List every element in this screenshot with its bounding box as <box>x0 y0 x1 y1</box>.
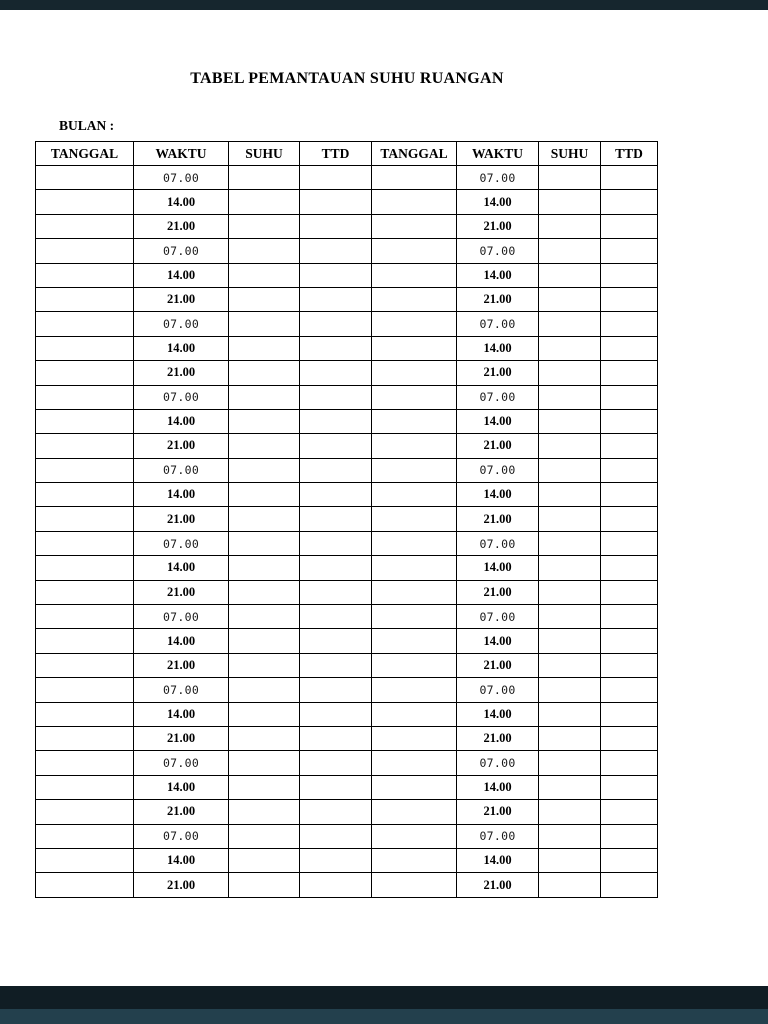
tanggal-cell <box>372 702 457 726</box>
tanggal-cell <box>36 190 134 214</box>
table-row <box>36 361 658 385</box>
waktu-cell: 21.00 <box>134 653 229 677</box>
suhu-cell <box>229 458 300 482</box>
ttd-cell <box>601 214 658 238</box>
suhu-cell <box>229 385 300 409</box>
waktu-cell: 21.00 <box>457 800 539 824</box>
ttd-cell <box>300 409 372 433</box>
waktu-cell: 21.00 <box>457 434 539 458</box>
ttd-cell <box>300 312 372 336</box>
ttd-cell <box>601 531 658 555</box>
header-tanggal-left: TANGGAL <box>36 142 134 166</box>
table-row <box>36 531 658 555</box>
tanggal-cell <box>36 287 134 311</box>
tanggal-cell <box>36 678 134 702</box>
ttd-cell <box>300 800 372 824</box>
waktu-cell: 07.00 <box>457 166 539 190</box>
suhu-cell <box>229 214 300 238</box>
suhu-cell <box>229 873 300 897</box>
header-row <box>36 142 658 166</box>
waktu-cell: 14.00 <box>457 336 539 360</box>
waktu-cell: 14.00 <box>134 848 229 872</box>
suhu-cell <box>229 605 300 629</box>
header-suhu-left: SUHU <box>229 142 300 166</box>
tanggal-cell <box>372 653 457 677</box>
table-row <box>36 873 658 897</box>
suhu-cell <box>229 287 300 311</box>
waktu-cell: 14.00 <box>134 702 229 726</box>
ttd-cell <box>300 507 372 531</box>
suhu-cell <box>539 580 601 604</box>
waktu-cell: 21.00 <box>134 580 229 604</box>
waktu-cell: 07.00 <box>134 312 229 336</box>
table-row <box>36 263 658 287</box>
tanggal-cell <box>372 361 457 385</box>
table-row <box>36 239 658 263</box>
ttd-cell <box>601 751 658 775</box>
tanggal-cell <box>372 800 457 824</box>
ttd-cell <box>601 507 658 531</box>
tanggal-cell <box>372 629 457 653</box>
waktu-cell: 21.00 <box>457 214 539 238</box>
suhu-cell <box>229 507 300 531</box>
ttd-cell <box>601 873 658 897</box>
tanggal-cell <box>36 531 134 555</box>
waktu-cell: 07.00 <box>457 458 539 482</box>
tanggal-cell <box>36 434 134 458</box>
tanggal-cell <box>36 214 134 238</box>
waktu-cell: 14.00 <box>457 775 539 799</box>
waktu-cell: 07.00 <box>457 312 539 336</box>
waktu-cell: 21.00 <box>457 287 539 311</box>
waktu-cell: 07.00 <box>134 751 229 775</box>
ttd-cell <box>300 531 372 555</box>
header-ttd-left: TTD <box>300 142 372 166</box>
ttd-cell <box>300 336 372 360</box>
waktu-cell: 07.00 <box>457 605 539 629</box>
table-row <box>36 483 658 507</box>
suhu-cell <box>539 483 601 507</box>
suhu-cell <box>539 287 601 311</box>
table-row <box>36 336 658 360</box>
tanggal-cell <box>36 458 134 482</box>
tanggal-cell <box>36 605 134 629</box>
waktu-cell: 07.00 <box>134 166 229 190</box>
suhu-cell <box>539 848 601 872</box>
ttd-cell <box>300 775 372 799</box>
tanggal-cell <box>372 580 457 604</box>
table-row <box>36 166 658 190</box>
tanggal-cell <box>36 848 134 872</box>
ttd-cell <box>601 580 658 604</box>
suhu-cell <box>539 629 601 653</box>
ttd-cell <box>300 629 372 653</box>
tanggal-cell <box>372 751 457 775</box>
ttd-cell <box>300 287 372 311</box>
ttd-cell <box>601 312 658 336</box>
ttd-cell <box>601 458 658 482</box>
suhu-cell <box>539 824 601 848</box>
ttd-cell <box>601 702 658 726</box>
table-row <box>36 800 658 824</box>
tanggal-cell <box>372 483 457 507</box>
waktu-cell: 07.00 <box>134 239 229 263</box>
tanggal-cell <box>36 409 134 433</box>
waktu-cell: 21.00 <box>457 726 539 750</box>
suhu-cell <box>229 629 300 653</box>
table-row <box>36 605 658 629</box>
ttd-cell <box>300 361 372 385</box>
page-title: TABEL PEMANTAUAN SUHU RUANGAN <box>190 70 504 87</box>
ttd-cell <box>601 824 658 848</box>
ttd-cell <box>601 848 658 872</box>
tanggal-cell <box>36 239 134 263</box>
suhu-cell <box>539 214 601 238</box>
suhu-cell <box>539 239 601 263</box>
ttd-cell <box>601 166 658 190</box>
suhu-cell <box>539 751 601 775</box>
tanggal-cell <box>372 434 457 458</box>
ttd-cell <box>601 653 658 677</box>
suhu-cell <box>229 312 300 336</box>
waktu-cell: 07.00 <box>134 605 229 629</box>
ttd-cell <box>601 361 658 385</box>
table-row <box>36 653 658 677</box>
table-row <box>36 702 658 726</box>
ttd-cell <box>300 556 372 580</box>
suhu-cell <box>539 434 601 458</box>
header-waktu-right: WAKTU <box>457 142 539 166</box>
tanggal-cell <box>372 726 457 750</box>
table-row <box>36 409 658 433</box>
ttd-cell <box>601 800 658 824</box>
suhu-cell <box>539 361 601 385</box>
suhu-cell <box>539 556 601 580</box>
waktu-cell: 14.00 <box>134 263 229 287</box>
tanggal-cell <box>372 190 457 214</box>
suhu-cell <box>229 166 300 190</box>
header-waktu-left: WAKTU <box>134 142 229 166</box>
tanggal-cell <box>372 873 457 897</box>
ttd-cell <box>601 434 658 458</box>
ttd-cell <box>300 239 372 263</box>
tanggal-cell <box>372 678 457 702</box>
suhu-cell <box>229 800 300 824</box>
waktu-cell: 14.00 <box>134 483 229 507</box>
suhu-cell <box>539 531 601 555</box>
suhu-cell <box>229 434 300 458</box>
suhu-cell <box>229 751 300 775</box>
tanggal-cell <box>372 385 457 409</box>
tanggal-cell <box>372 336 457 360</box>
suhu-cell <box>539 653 601 677</box>
suhu-cell <box>539 507 601 531</box>
waktu-cell: 21.00 <box>134 434 229 458</box>
tanggal-cell <box>36 166 134 190</box>
tanggal-cell <box>372 507 457 531</box>
suhu-cell <box>229 775 300 799</box>
waktu-cell: 14.00 <box>457 629 539 653</box>
waktu-cell: 14.00 <box>457 848 539 872</box>
ttd-cell <box>300 580 372 604</box>
suhu-cell <box>229 483 300 507</box>
table-row <box>36 678 658 702</box>
suhu-cell <box>229 336 300 360</box>
ttd-cell <box>300 166 372 190</box>
tanggal-cell <box>36 629 134 653</box>
table-row <box>36 824 658 848</box>
ttd-cell <box>601 239 658 263</box>
tanggal-cell <box>36 263 134 287</box>
waktu-cell: 14.00 <box>457 190 539 214</box>
waktu-cell: 21.00 <box>134 214 229 238</box>
tanggal-cell <box>36 336 134 360</box>
suhu-cell <box>539 336 601 360</box>
ttd-cell <box>300 848 372 872</box>
table-row <box>36 629 658 653</box>
waktu-cell: 07.00 <box>457 385 539 409</box>
tanggal-cell <box>36 653 134 677</box>
suhu-cell <box>539 385 601 409</box>
tanggal-cell <box>372 556 457 580</box>
suhu-cell <box>229 361 300 385</box>
tanggal-cell <box>372 409 457 433</box>
tanggal-cell <box>36 556 134 580</box>
suhu-cell <box>229 726 300 750</box>
table-row <box>36 287 658 311</box>
suhu-cell <box>539 775 601 799</box>
suhu-cell <box>229 263 300 287</box>
suhu-cell <box>539 166 601 190</box>
tanggal-cell <box>36 580 134 604</box>
waktu-cell: 21.00 <box>134 287 229 311</box>
ttd-cell <box>300 263 372 287</box>
table-row <box>36 385 658 409</box>
tanggal-cell <box>36 483 134 507</box>
table-row <box>36 556 658 580</box>
ttd-cell <box>300 605 372 629</box>
suhu-cell <box>229 702 300 726</box>
month-label: BULAN : <box>59 118 115 133</box>
table-row <box>36 580 658 604</box>
table-body <box>36 166 658 898</box>
suhu-cell <box>539 702 601 726</box>
tanggal-cell <box>372 263 457 287</box>
table-row <box>36 312 658 336</box>
suhu-cell <box>539 190 601 214</box>
waktu-cell: 07.00 <box>134 678 229 702</box>
tanggal-cell <box>372 824 457 848</box>
suhu-cell <box>229 580 300 604</box>
ttd-cell <box>601 605 658 629</box>
header-ttd-right: TTD <box>601 142 658 166</box>
ttd-cell <box>601 263 658 287</box>
tanggal-cell <box>36 873 134 897</box>
ttd-cell <box>601 409 658 433</box>
tanggal-cell <box>372 166 457 190</box>
suhu-cell <box>539 312 601 336</box>
waktu-cell: 14.00 <box>134 556 229 580</box>
waktu-cell: 07.00 <box>457 751 539 775</box>
suhu-cell <box>229 824 300 848</box>
waktu-cell: 21.00 <box>134 800 229 824</box>
tanggal-cell <box>372 239 457 263</box>
suhu-cell <box>539 800 601 824</box>
tanggal-cell <box>372 214 457 238</box>
waktu-cell: 07.00 <box>134 824 229 848</box>
table-row <box>36 775 658 799</box>
waktu-cell: 21.00 <box>457 580 539 604</box>
waktu-cell: 14.00 <box>134 409 229 433</box>
table-row <box>36 726 658 750</box>
viewer-footer-strip <box>0 1009 768 1024</box>
suhu-cell <box>229 239 300 263</box>
tanggal-cell <box>36 800 134 824</box>
suhu-cell <box>539 263 601 287</box>
waktu-cell: 14.00 <box>134 336 229 360</box>
waktu-cell: 07.00 <box>457 239 539 263</box>
waktu-cell: 07.00 <box>457 678 539 702</box>
waktu-cell: 14.00 <box>457 409 539 433</box>
header-suhu-right: SUHU <box>539 142 601 166</box>
ttd-cell <box>601 385 658 409</box>
suhu-cell <box>229 848 300 872</box>
table-row <box>36 434 658 458</box>
waktu-cell: 07.00 <box>134 385 229 409</box>
ttd-cell <box>300 653 372 677</box>
temperature-table <box>35 141 658 898</box>
tanggal-cell <box>372 775 457 799</box>
ttd-cell <box>300 483 372 507</box>
waktu-cell: 07.00 <box>134 531 229 555</box>
waktu-cell: 07.00 <box>457 531 539 555</box>
ttd-cell <box>300 678 372 702</box>
suhu-cell <box>229 653 300 677</box>
ttd-cell <box>601 629 658 653</box>
tanggal-cell <box>36 385 134 409</box>
tanggal-cell <box>372 312 457 336</box>
tanggal-cell <box>36 775 134 799</box>
tanggal-cell <box>372 605 457 629</box>
ttd-cell <box>601 775 658 799</box>
ttd-cell <box>601 336 658 360</box>
waktu-cell: 21.00 <box>134 361 229 385</box>
waktu-cell: 14.00 <box>134 629 229 653</box>
waktu-cell: 14.00 <box>134 775 229 799</box>
waktu-cell: 21.00 <box>457 653 539 677</box>
viewer-top-bar <box>0 0 768 10</box>
waktu-cell: 14.00 <box>457 556 539 580</box>
ttd-cell <box>300 873 372 897</box>
ttd-cell <box>300 824 372 848</box>
waktu-cell: 21.00 <box>134 507 229 531</box>
waktu-cell: 07.00 <box>134 458 229 482</box>
header-tanggal-right: TANGGAL <box>372 142 457 166</box>
ttd-cell <box>601 556 658 580</box>
waktu-cell: 21.00 <box>134 726 229 750</box>
table-row <box>36 214 658 238</box>
suhu-cell <box>539 458 601 482</box>
table-row <box>36 458 658 482</box>
ttd-cell <box>300 214 372 238</box>
suhu-cell <box>229 556 300 580</box>
tanggal-cell <box>372 458 457 482</box>
table-row <box>36 190 658 214</box>
suhu-cell <box>229 531 300 555</box>
waktu-cell: 21.00 <box>457 507 539 531</box>
waktu-cell: 14.00 <box>457 483 539 507</box>
ttd-cell <box>300 458 372 482</box>
waktu-cell: 14.00 <box>457 702 539 726</box>
suhu-cell <box>539 678 601 702</box>
ttd-cell <box>300 726 372 750</box>
ttd-cell <box>300 385 372 409</box>
suhu-cell <box>539 873 601 897</box>
table-row <box>36 507 658 531</box>
suhu-cell <box>539 605 601 629</box>
ttd-cell <box>601 726 658 750</box>
tanggal-cell <box>36 361 134 385</box>
tanggal-cell <box>36 312 134 336</box>
suhu-cell <box>229 678 300 702</box>
table-row <box>36 751 658 775</box>
waktu-cell: 14.00 <box>457 263 539 287</box>
waktu-cell: 21.00 <box>134 873 229 897</box>
table-row <box>36 848 658 872</box>
document-content <box>35 10 659 898</box>
ttd-cell <box>601 678 658 702</box>
waktu-cell: 14.00 <box>134 190 229 214</box>
ttd-cell <box>300 751 372 775</box>
tanggal-cell <box>36 751 134 775</box>
tanggal-cell <box>36 702 134 726</box>
waktu-cell: 07.00 <box>457 824 539 848</box>
waktu-cell: 21.00 <box>457 873 539 897</box>
tanggal-cell <box>372 287 457 311</box>
ttd-cell <box>300 702 372 726</box>
waktu-cell: 21.00 <box>457 361 539 385</box>
tanggal-cell <box>372 848 457 872</box>
suhu-cell <box>539 409 601 433</box>
tanggal-cell <box>36 824 134 848</box>
tanggal-cell <box>36 726 134 750</box>
suhu-cell <box>539 726 601 750</box>
ttd-cell <box>300 434 372 458</box>
ttd-cell <box>300 190 372 214</box>
document-page <box>0 10 768 986</box>
suhu-cell <box>229 409 300 433</box>
suhu-cell <box>229 190 300 214</box>
tanggal-cell <box>372 531 457 555</box>
ttd-cell <box>601 287 658 311</box>
ttd-cell <box>601 190 658 214</box>
ttd-cell <box>601 483 658 507</box>
tanggal-cell <box>36 507 134 531</box>
